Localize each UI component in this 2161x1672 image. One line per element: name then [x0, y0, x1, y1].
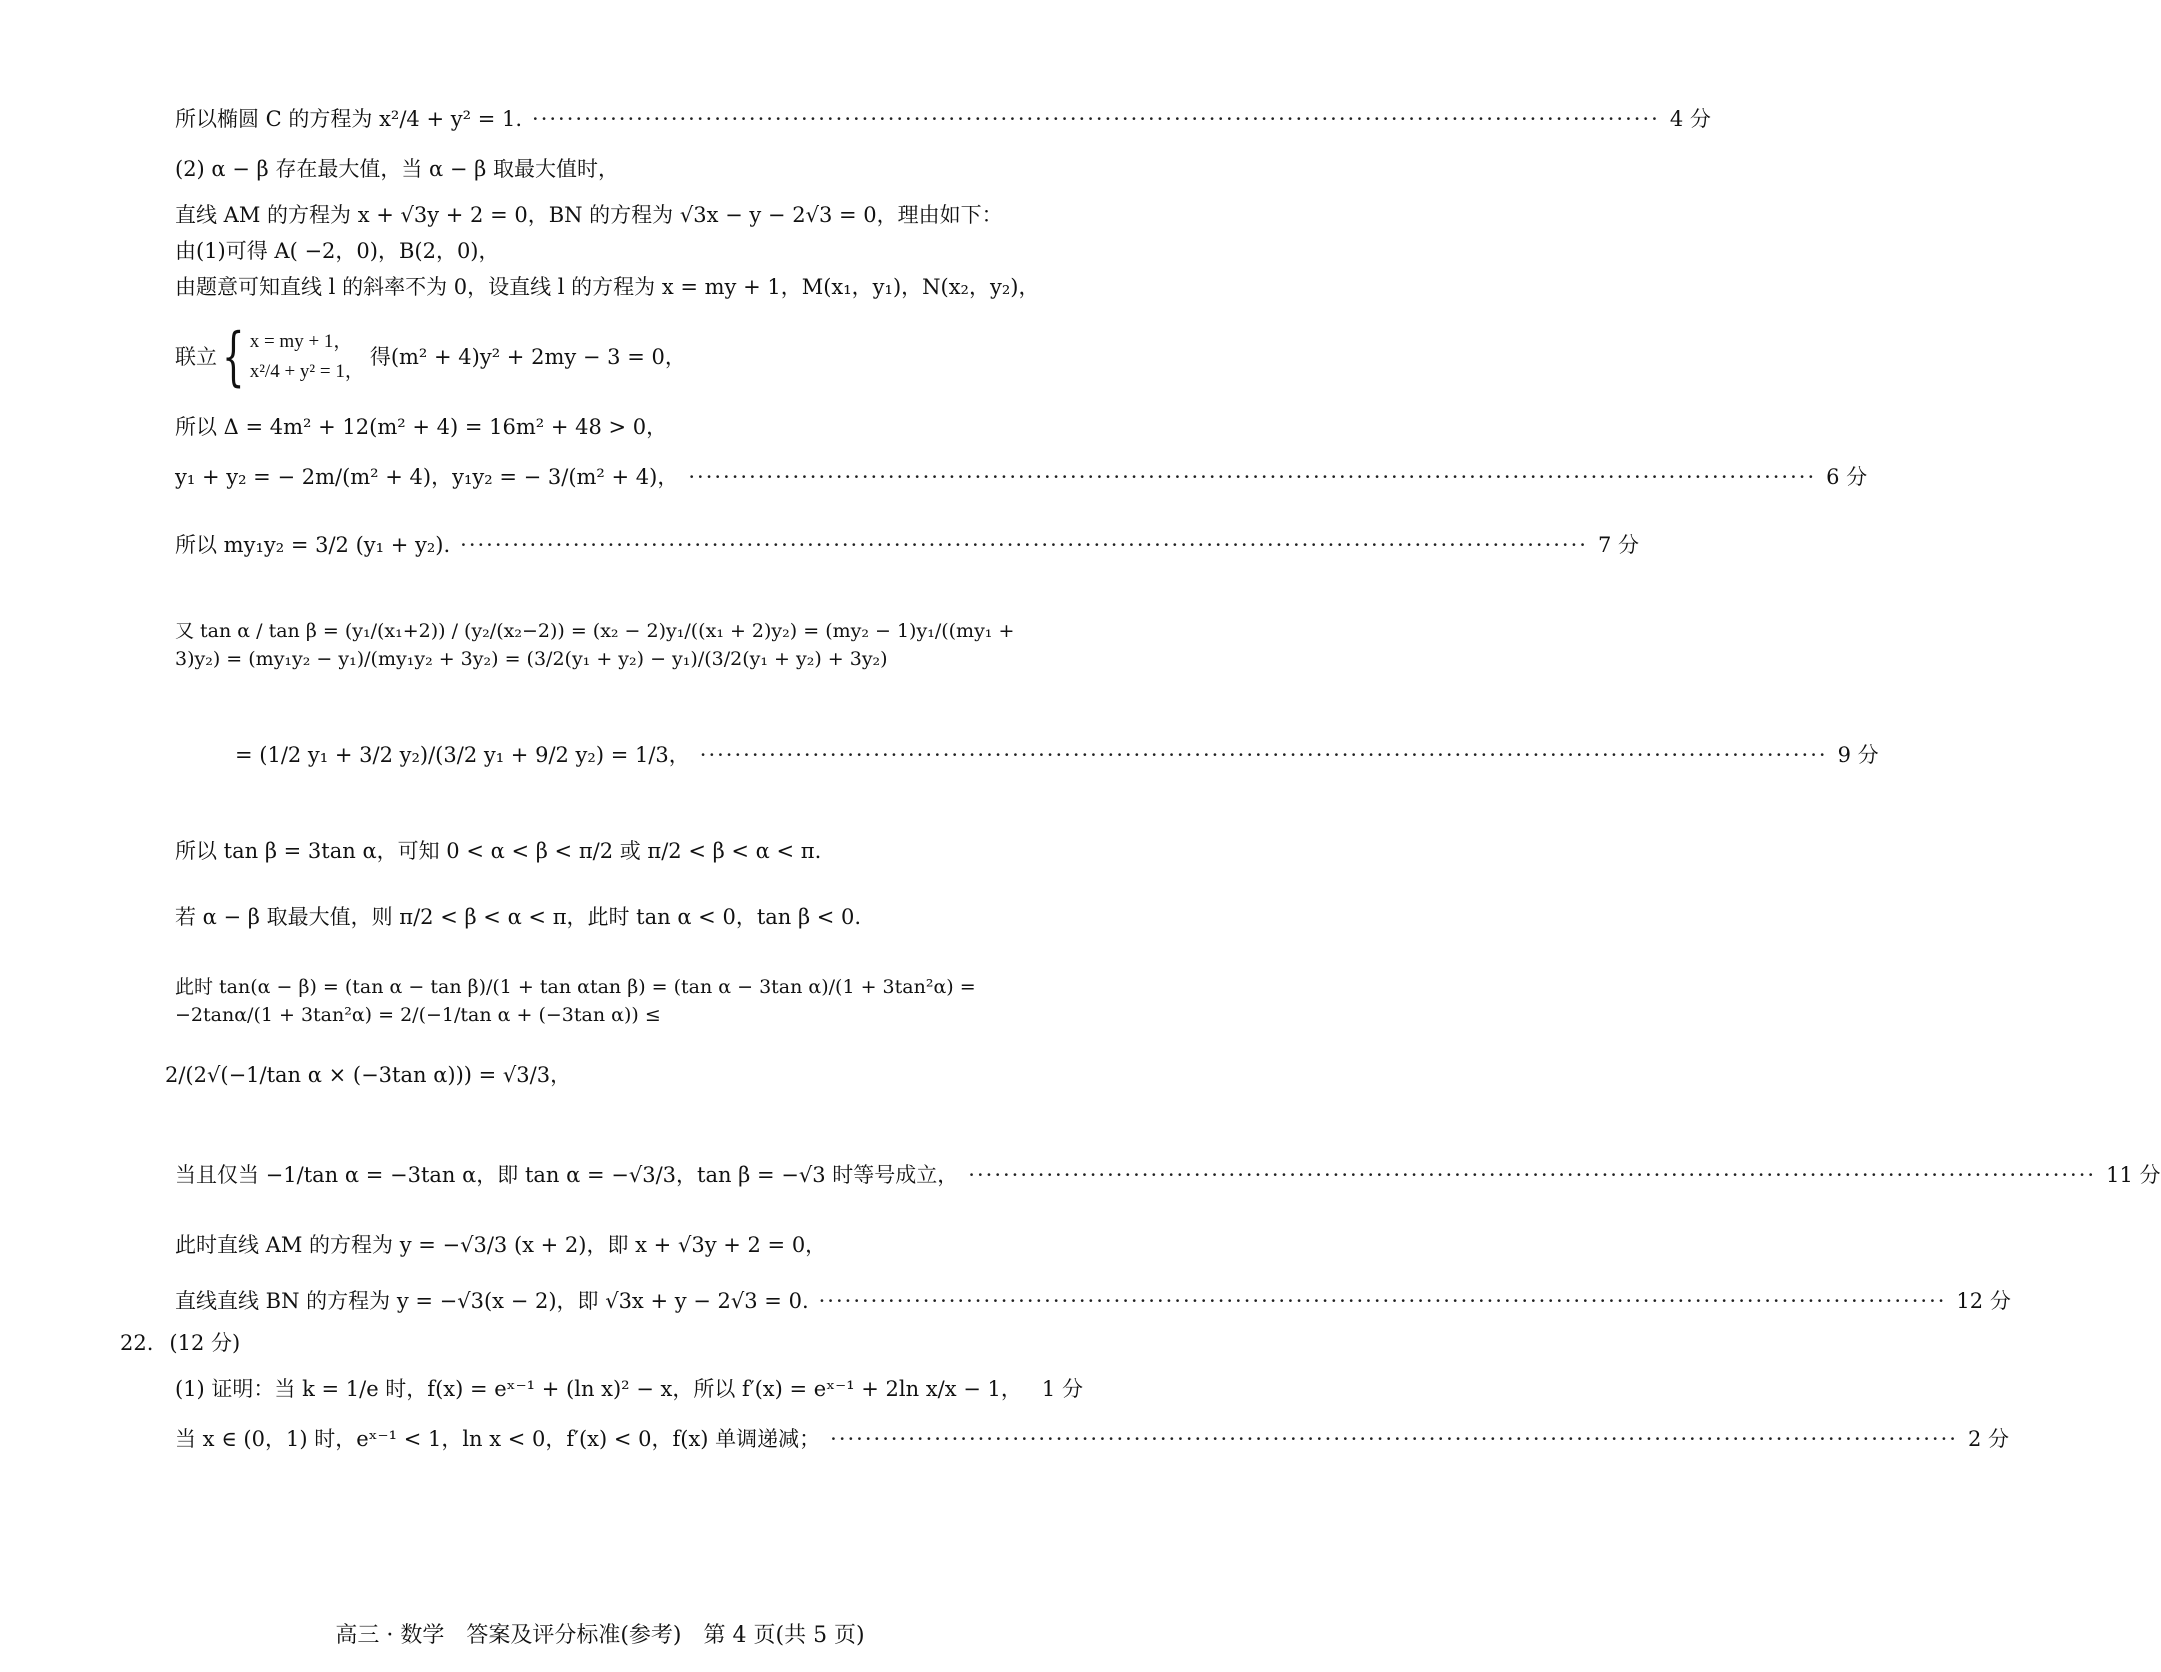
monotonic-text: 当 x ∈ (0，1) 时，eˣ⁻¹ < 1，ln x < 0，f′(x) < 0，f(x) 单调递减； — [175, 1427, 821, 1451]
simultaneous-system — [175, 312, 1065, 402]
tan-difference-text: 此时 tan(α − β) = (tan α − tan β)/(1 + tan αtan β) = (tan α − 3tan α)/(1 + 3tan²α) = −2tanα/(1 + 3tan²α) = 2/(−1/tan α + (−3tan α)) ≤ — [175, 976, 976, 1026]
score-label: 2 分 — [1967, 1427, 2009, 1451]
my1y2-text: 所以 my₁y₂ = 3/2 (y₁ + y₂). — [175, 533, 451, 557]
part-2-text: (2) α − β 存在最大值，当 α − β 取最大值时， — [175, 157, 619, 181]
dot-leader: ·································································································································· — [688, 465, 1817, 489]
tan-ratio-text: 又 tan α / tan β = (y₁/(x₁+2)) / (y₂/(x₂−2)) = (x₂ − 2)y₁/((x₁ + 2)y₂) = (my₂ − 1)y₁/((my₁ + 3)y₂) = (my₁y₂ − y₁)/(my₁y₂ + 3y₂) = (3/2(y₁ + y₂) − y₁)/(3/2(y₁ + y₂) + 3y₂) — [175, 620, 1015, 670]
dot-leader: ·································································································································· — [818, 1289, 1947, 1313]
line-equations-text: 直线 AM 的方程为 x + √3y + 2 = 0，BN 的方程为 √3x − y − 2√3 = 0，理由如下： — [175, 203, 1003, 227]
tan-difference — [175, 966, 1065, 1036]
proof-derivative — [175, 1374, 1083, 1404]
dot-leader: ·································································································································· — [460, 533, 1588, 557]
dot-leader: ·································································································································· — [532, 107, 1660, 131]
am-equation — [175, 1230, 1065, 1260]
quadratic-result: 得(m² + 4)y² + 2my − 3 = 0， — [369, 345, 686, 369]
tan-ratio-result-text: = (1/2 y₁ + 3/2 y₂)/(3/2 y₁ + 9/2 y₂) = 1/3， — [235, 743, 690, 767]
proof-derivative-text: (1) 证明：当 k = 1/e 时，f(x) = eˣ⁻¹ + (ln x)² − x，所以 f′(x) = eˣ⁻¹ + 2ln x/x − 1， — [175, 1377, 1022, 1401]
line-l-setup — [175, 272, 1065, 302]
score-label: 1 分 — [1041, 1377, 1083, 1401]
system-label: 联立 — [175, 345, 217, 369]
tan-beta-relation — [175, 836, 1065, 866]
max-condition-text: 若 α − β 取最大值，则 π/2 < β < α < π，此时 tan α < 0，tan β < 0. — [175, 905, 862, 929]
my1y2-line — [175, 530, 1639, 560]
points-a-b — [175, 236, 1065, 266]
score-label: 6 分 — [1826, 465, 1868, 489]
tan-ratio-result — [175, 740, 1879, 770]
question-points: (12 分) — [169, 1331, 241, 1355]
line-l-text: 由题意可知直线 l 的斜率不为 0，设直线 l 的方程为 x = my + 1，M(x₁，y₁)，N(x₂，y₂)， — [175, 275, 1040, 299]
score-label: 9 分 — [1837, 743, 1879, 767]
system-eq-2: x²/4 + y² = 1， — [249, 361, 364, 382]
ellipse-equation: 所以椭圆 C 的方程为 x²/4 + y² = 1. — [175, 107, 523, 131]
score-label: 12 分 — [1956, 1289, 2011, 1313]
vieta-text: y₁ + y₂ = − 2m/(m² + 4)，y₁y₂ = − 3/(m² + 4)， — [175, 465, 679, 489]
page-footer: 高三 · 数学 答案及评分标准(参考) 第 4 页(共 5 页) — [335, 1623, 865, 1648]
question-22-header — [120, 1328, 1010, 1358]
monotonic-decreasing — [175, 1424, 2009, 1454]
system-eq-1: x = my + 1， — [249, 331, 353, 352]
tan-beta-text: 所以 tan β = 3tan α，可知 0 < α < β < π/2 或 π/2 < β < α < π. — [175, 839, 822, 863]
part-2-intro — [175, 154, 1065, 184]
discriminant-line — [175, 412, 1065, 442]
am-gm-text: 2/(2√(−1/tan α × (−3tan α))) = √3/3， — [165, 1063, 572, 1087]
equality-condition — [175, 1160, 2161, 1190]
max-condition — [175, 902, 1065, 932]
discriminant-text: 所以 Δ = 4m² + 12(m² + 4) = 16m² + 48 > 0， — [175, 415, 668, 439]
points-text: 由(1)可得 A( −2，0)，B(2，0)， — [175, 239, 500, 263]
dot-leader: ·································································································································· — [830, 1427, 1958, 1451]
score-label: 4 分 — [1669, 107, 1711, 131]
tan-ratio-derivation — [175, 600, 1065, 690]
left-brace-icon: { — [222, 320, 245, 394]
question-number: 22. — [120, 1331, 154, 1355]
am-equation-text: 此时直线 AM 的方程为 y = −√3/3 (x + 2)，即 x + √3y + 2 = 0， — [175, 1233, 827, 1257]
dot-leader: ·································································································································· — [699, 743, 1828, 767]
bn-equation — [175, 1286, 2011, 1316]
equality-text: 当且仅当 −1/tan α = −3tan α，即 tan α = −√3/3，tan β = −√3 时等号成立， — [175, 1163, 959, 1187]
system-equations — [250, 327, 364, 387]
score-label: 11 分 — [2106, 1163, 2161, 1187]
score-label: 7 分 — [1597, 533, 1639, 557]
vieta-line — [175, 462, 1868, 492]
am-gm-bound — [165, 1060, 1055, 1090]
answer-line-ellipse-equation — [175, 104, 1711, 134]
line-equations-claim — [175, 200, 1065, 230]
bn-equation-text: 直线直线 BN 的方程为 y = −√3(x − 2)，即 √3x + y − 2√3 = 0. — [175, 1289, 809, 1313]
dot-leader: ·································································································································· — [968, 1163, 2097, 1187]
